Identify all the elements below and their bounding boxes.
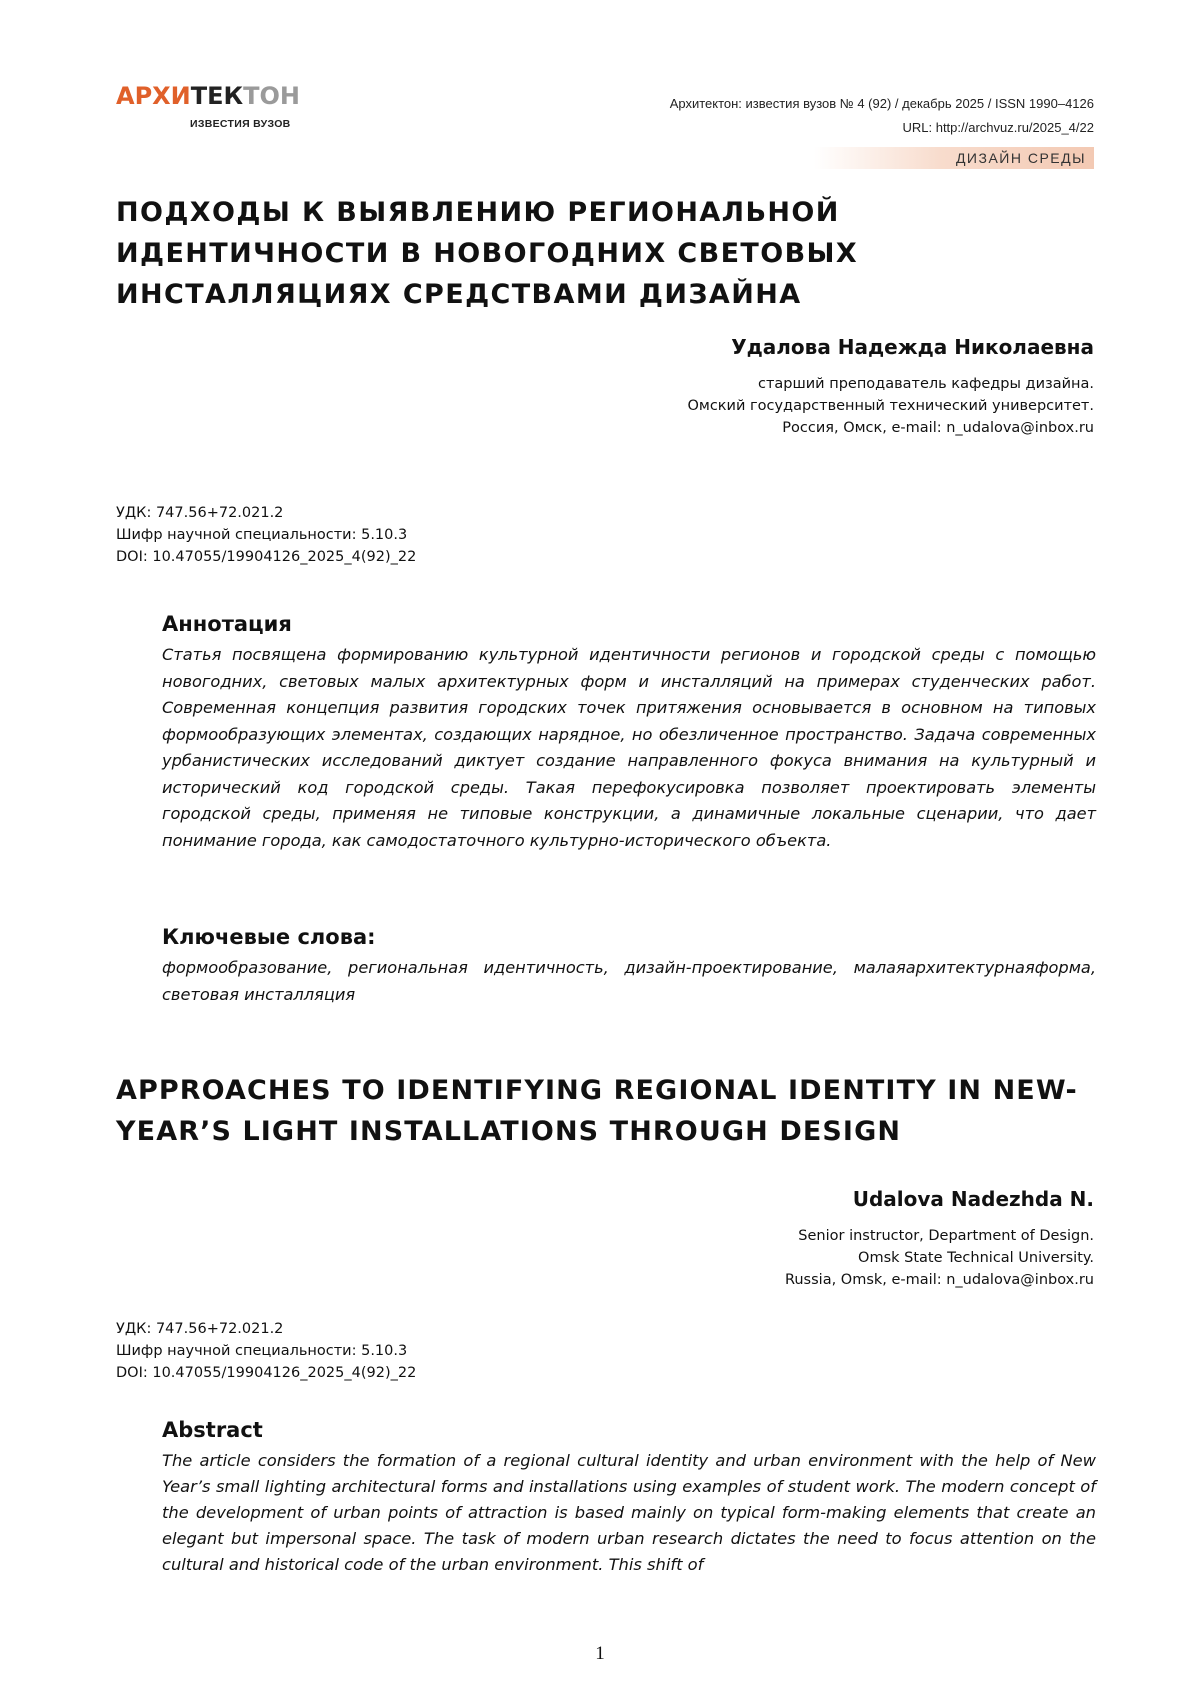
journal-logo bbox=[116, 82, 300, 110]
affiliation-line: Россия, Омск, e-mail: n_udalova@inbox.ru bbox=[782, 420, 1094, 436]
logo-subtitle: ИЗВЕСТИЯ ВУЗОВ bbox=[190, 118, 291, 130]
abstract-heading-ru: Аннотация bbox=[162, 612, 292, 636]
meta-block-ru bbox=[116, 502, 416, 568]
meta-block-en bbox=[116, 1318, 416, 1384]
title-ru-line: ПОДХОДЫ К ВЫЯВЛЕНИЮ РЕГИОНАЛЬНОЙ bbox=[116, 197, 840, 228]
section-tag: ДИЗАЙН СРЕДЫ bbox=[814, 147, 1094, 169]
affiliation-line: старший преподаватель кафедры дизайна. bbox=[757, 376, 1094, 392]
abstract-ru bbox=[162, 612, 1096, 854]
author-block-ru bbox=[687, 335, 1094, 439]
affiliation-line: Russia, Omsk, e-mail: n_udalova@inbox.ru bbox=[784, 1272, 1094, 1288]
affiliation-line: Omsk State Technical University. bbox=[858, 1250, 1094, 1266]
doi: DOI: 10.47055/19904126_2025_4(92)_22 bbox=[116, 1365, 417, 1381]
title-ru-line: ИНСТАЛЛЯЦИЯХ СРЕДСТВАМИ ДИЗАЙНА bbox=[116, 279, 802, 310]
title-en-line: APPROACHES TO IDENTIFYING REGIONAL IDENTITY IN NEW- bbox=[116, 1075, 1078, 1106]
logo-part-3: ТОН bbox=[243, 82, 301, 110]
keywords-heading: Ключевые слова: bbox=[162, 925, 376, 949]
udc: УДК: 747.56+72.021.2 bbox=[116, 1321, 284, 1337]
author-name-en: Udalova Nadezhda N. bbox=[852, 1187, 1094, 1211]
specialty-code: Шифр научной специальности: 5.10.3 bbox=[116, 1343, 408, 1359]
title-en bbox=[116, 1070, 1106, 1152]
abstract-text-ru: Статья посвящена формированию культурной идентичности регионов и городской среды с помощью новогодних, световых малых архитектурных форм и инсталляций на примерах студенческих работ. Современная концепция развития городских точек притяжения основывается в основном на типовых формообразующих элементах, создающих нарядное, но обезличенное пространство. Задача современных урбанистических исследований диктует создание направленного фокуса внимания на культурный и исторический код городской среды. Такая перефокусировка позволяет проектировать элементы городской среды, применяя не типовые конструкции, а динамичные локальные сценарии, что дает понимание города, как самодостаточного культурно-исторического объекта. bbox=[162, 645, 1096, 850]
title-ru bbox=[116, 192, 1016, 315]
abstract-en bbox=[162, 1418, 1096, 1578]
keywords-ru bbox=[162, 925, 1096, 1008]
title-en-line: YEAR’S LIGHT INSTALLATIONS THROUGH DESIGN bbox=[116, 1116, 902, 1147]
title-ru-line: ИДЕНТИЧНОСТИ В НОВОГОДНИХ СВЕТОВЫХ bbox=[116, 238, 859, 269]
udc: УДК: 747.56+72.021.2 bbox=[116, 505, 284, 521]
logo-part-2: ТЕК bbox=[190, 82, 244, 110]
specialty-code: Шифр научной специальности: 5.10.3 bbox=[116, 527, 408, 543]
journal-info: Архитектон: известия вузов № 4 (92) / декабрь 2025 / ISSN 1990–4126 bbox=[669, 96, 1094, 111]
author-name-ru: Удалова Надежда Николаевна bbox=[731, 335, 1094, 359]
abstract-heading-en: Abstract bbox=[162, 1418, 263, 1442]
abstract-text-en: The article considers the formation of a regional cultural identity and urban environment with the help of New Year’s small lighting architectural forms and installations using examples of student work. The modern concept of the development of urban points of attraction is based mainly on typical form-making elements that create an elegant but impersonal space. The task of modern urban research dictates the need to focus attention on the cultural and historical code of the urban environment. This shift of bbox=[162, 1451, 1096, 1574]
logo-part-1: АРХИ bbox=[116, 82, 191, 110]
affiliation-line: Омский государственный технический университет. bbox=[687, 398, 1094, 414]
affiliation-line: Senior instructor, Department of Design. bbox=[798, 1228, 1094, 1244]
page-number: 1 bbox=[595, 1643, 605, 1664]
doi: DOI: 10.47055/19904126_2025_4(92)_22 bbox=[116, 549, 417, 565]
author-block-en bbox=[785, 1187, 1094, 1291]
keywords-text: формообразование, региональная идентичность, дизайн-проектирование, малаяархитектурнаяформа, световая инсталляция bbox=[162, 958, 1096, 1004]
article-url: URL: http://archvuz.ru/2025_4/22 bbox=[902, 120, 1094, 135]
